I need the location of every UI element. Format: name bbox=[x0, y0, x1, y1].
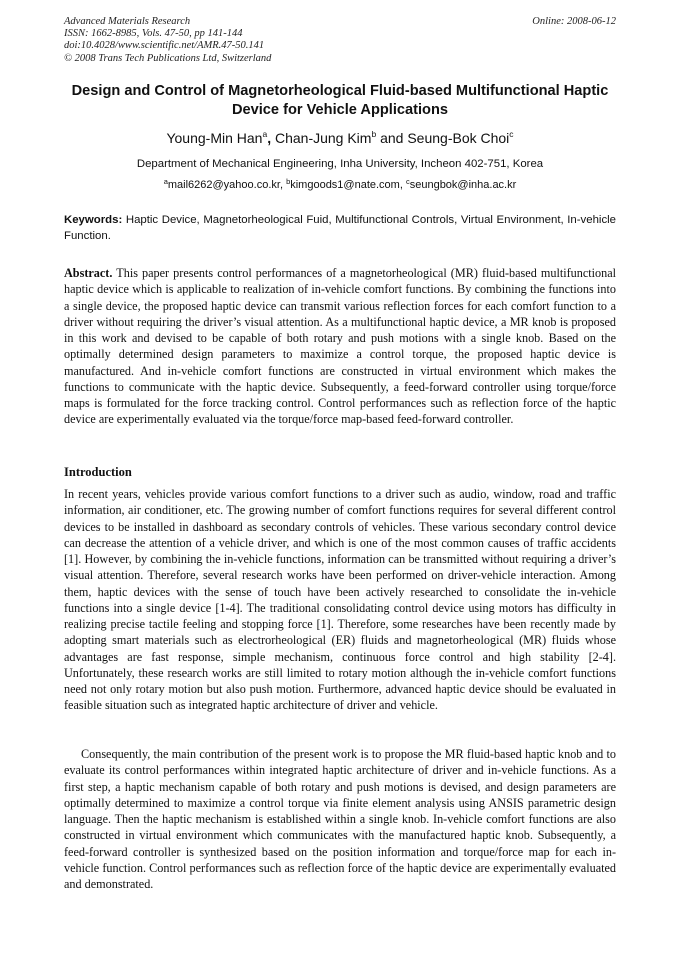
issn-line: ISSN: 1662-8985, Vols. 47-50, pp 141-144 bbox=[64, 28, 243, 40]
body-paragraph: Consequently, the main contribution of the present work is to propose the MR fluid-based haptic knob and to evaluate its control performances within integrated haptic architecture of driver and in-vehicle functions. As a first step, a haptic mechanism capable of both rotary and push motions is devised, and design parameters are optimally determined to maximize a control torque via finite element analysis using ANSIS parametric design language. Then the haptic mechanism is established within a single knob. In-vehicle comfort functions are also constructed in virtual environment which communicates with the manufactured haptic knob. Subsequently, a feed-forward controller is synthesized based on the position information and torque/force map for each in-vehicle function. Control performances such as reflection force of the haptic device are experimentally evaluated and demonstrated. bbox=[64, 747, 616, 891]
email-mark: b bbox=[286, 177, 291, 186]
journal-name: Advanced Materials Research bbox=[64, 16, 191, 27]
email-mark: a bbox=[163, 177, 168, 186]
email-list: $^a$mail6262@yahoo.co.kr, $^b$kimgoods1@nate.com, $^c$seungbok@inha.ac.kr bbox=[163, 177, 517, 191]
doi-line: doi:10.4028/www.scientific.net/AMR.47-50.141 bbox=[64, 40, 265, 52]
author-separator: , bbox=[267, 130, 275, 146]
body-paragraph: In recent years, vehicles provide various comfort functions to a driver such as audio, window, road and traffic information, air conditioner, etc. The growing number of comfort functions requires for several different control devices to be installed in dashboard as secondary controls of vehicles. These various secondary control device can decrease the attention of a vehicle driver, and which is one of the most common causes of traffic accidents [1]. However, by combining the in-vehicle functions, information can be transmitted without requiring a driver’s visual attention. Therefore, several research works have been performed on driver-vehicle interaction. Among them, haptic devices with the sense of touch have been actively researched to consolidate the in-vehicle functions into a single device [1-4]. The traditional consolidating control device using motors has difficulty in realizing precise tactile feeling and stopping force [1]. Therefore, some researches have been recently made by adopting smart materials such as electrorheological (ER) fluids and magnetorheological (MR) fluids whose advantages are fast response, simple mechanism, continuous force control and high stability [2-4]. Unfortunately, these research works are still limited to rotary motion although the in-vehicle comfort functions need not only rotary motion but also push motion. Furthermore, advanced haptic device should be evaluated in feasible situation such as integrated haptic architecture of driver and vehicle. bbox=[64, 487, 616, 713]
section-heading: Introduction bbox=[64, 465, 132, 479]
author-list bbox=[64, 129, 616, 147]
paper-title: Design and Control of Magnetorheological Fluid-based Multifunctional Haptic Device for Vehicle Applications bbox=[71, 83, 609, 118]
author-affil-mark: c bbox=[509, 129, 514, 139]
email-address: mail6262@yahoo.co.kr bbox=[167, 179, 280, 191]
keywords-text: Haptic Device, Magnetorheological Fuid, Multifunctional Controls, Virtual Environment, In-vehicle Function. bbox=[64, 214, 616, 242]
keywords-label: Keywords: bbox=[64, 214, 123, 226]
author-separator: and bbox=[376, 130, 408, 146]
keywords-section bbox=[64, 213, 616, 244]
abstract-section bbox=[64, 265, 616, 428]
author-name: Chan-Jung Kim bbox=[274, 130, 372, 146]
abstract-text: This paper presents control performances of a magnetorheological (MR) fluid-based multifunctional haptic device which is applicable to realization of in-vehicle comfort functions. By combining the functions into a single device, the proposed haptic device can transmit various reflection forces for each comfort function to a driver without requiring the driver’s visual attention. As a multifunctional haptic device, a MR knob is proposed in this work and devised to be capable of both rotary and push motions with a single knob. Based on the optimally determined design parameters to maximize a control torque, the proposed haptic device is manufactured. And in-vehicle comfort functions are constructed in virtual environment which makes the functions to communicate with the haptic device. Subsequently, a feed-forward controller using torque/force maps is formulated for the force tracking control. Control performances such as reflection force of the haptic device are experimentally evaluated via the torque/force map-based feed-forward controller. bbox=[64, 266, 617, 427]
author-affil-mark: b bbox=[371, 129, 377, 139]
author-name: Young-Min Han bbox=[166, 130, 263, 146]
online-date: Online: 2008-06-12 bbox=[532, 16, 616, 27]
email-address: kimgoods1@nate.com bbox=[290, 179, 400, 191]
copyright-line: © 2008 Trans Tech Publications Ltd, Switzerland bbox=[64, 52, 272, 64]
affiliation: Department of Mechanical Engineering, Inha University, Incheon 402-751, Korea bbox=[136, 158, 544, 170]
email-mark: c bbox=[405, 177, 410, 186]
author-name: Seung-Bok Choi bbox=[407, 130, 510, 146]
author-affil-mark: a bbox=[262, 129, 268, 139]
running-header bbox=[64, 16, 616, 65]
abstract-label: Abstract. bbox=[64, 266, 113, 280]
email-address: seungbok@inha.ac.kr bbox=[409, 179, 517, 191]
